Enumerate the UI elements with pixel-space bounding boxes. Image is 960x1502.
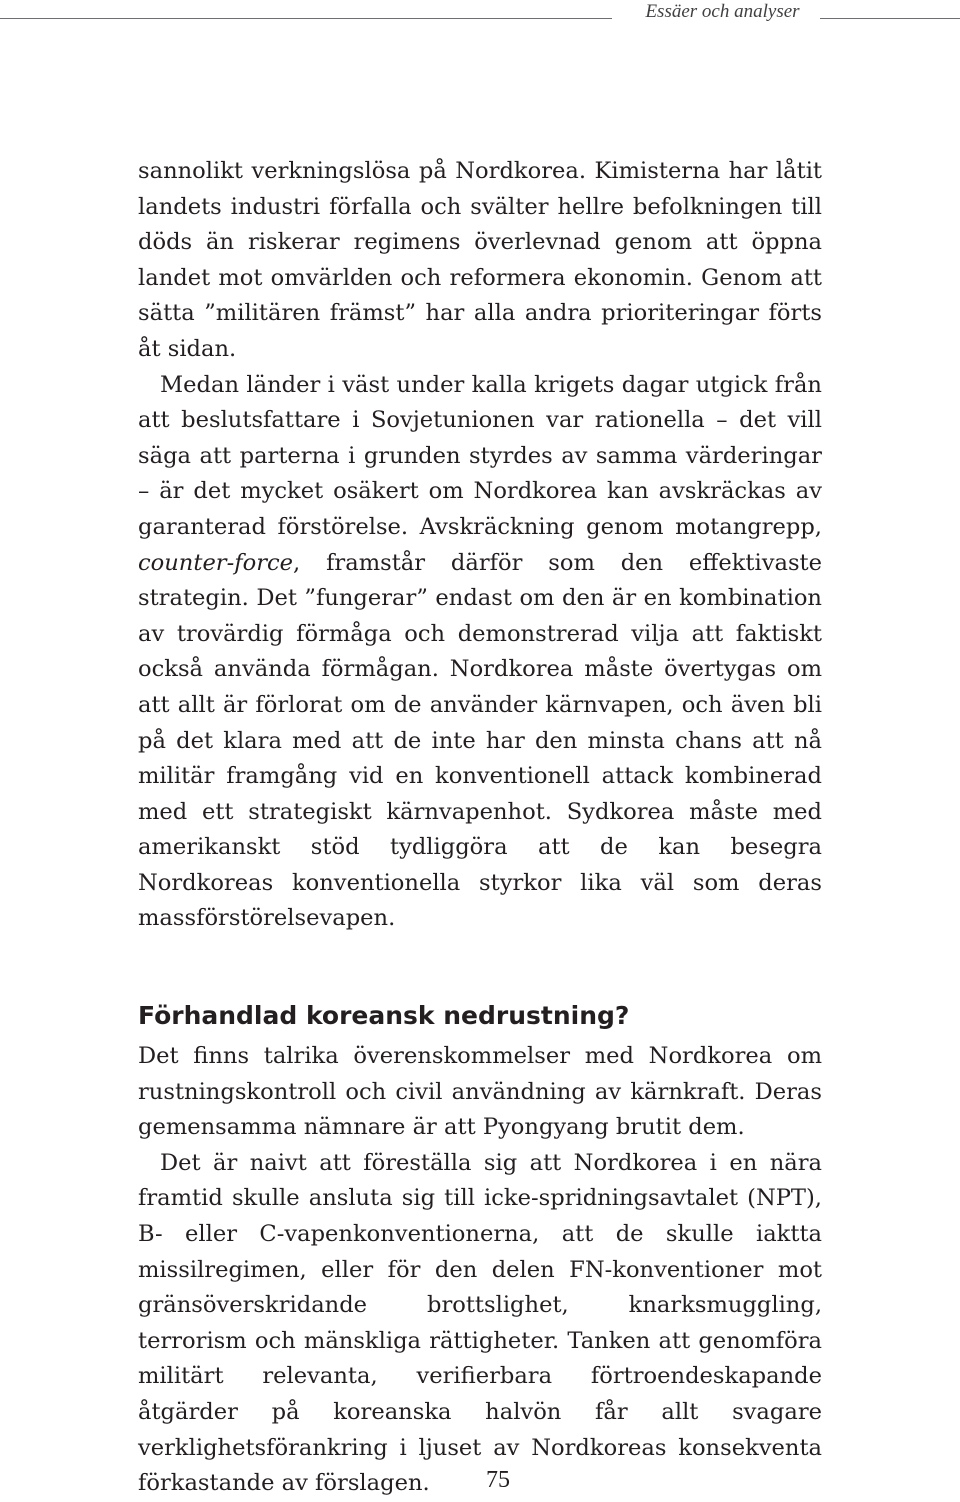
article-body <box>138 154 822 1502</box>
paragraph-2-text-end: , framstår därför som den effektivaste strategin. Det ”fungerar” endast om den är en kombination av trovärdig förmåga och demonstrerad vilja att faktiskt också använda förmågan. Nordkorea måste övertygas om att allt är förlorat om de använder kärnvapen, och även bli på det klara med att de inte har den minsta chans att nå militär framgång vid en konventionell attack kombinerad med ett strategiskt kärnvapenhot. Sydkorea måste med amerikanskt stöd tydliggöra att de kan besegra Nordkoreas konventionella styrkor lika väl som deras massförstörelsevapen. <box>138 549 822 932</box>
paragraph-3: Det finns talrika överenskommelser med Nordkorea om rustningskontroll och civil användning av kärnkraft. Deras gemensamma nämnare är att Pyongyang brutit dem. <box>138 1043 822 1141</box>
paragraph-1: sannolikt verkningslösa på Nordkorea. Kimisterna har låtit landets industri förfalla och svälter hellre befolkningen till döds än riskerar regimens överlevnad genom att öppna landet mot omvärlden och reformera ekonomin. Genom att sätta ”militären främst” har alla andra prioriteringar förts åt sidan. <box>138 158 822 362</box>
paragraph-2 <box>138 368 822 938</box>
paragraph-2-text-start: Medan länder i väst under kalla krigets dagar utgick från att beslutsfattare i Sovjetunionen var rationella – det vill säga att parterna i grunden styrdes av samma värderingar – är det mycket osäkert om Nordkorea kan avskräckas av garanterad förstörelse. Avskräckning genom motangrepp, <box>138 371 822 540</box>
section-heading: Förhandlad koreansk nedrustning? <box>138 1001 630 1031</box>
section-name: Essäer och analyser <box>645 1 800 22</box>
italic-term: counter-force <box>138 549 294 576</box>
page-number: 75 <box>486 1467 510 1493</box>
header-rule-left <box>0 18 612 19</box>
running-header <box>0 0 960 30</box>
section-spacer <box>138 937 822 997</box>
paragraph-4: Det är naivt att föreställa sig att Nordkorea i en nära framtid skulle ansluta sig till icke-spridningsavtalet (NPT), B- eller C-vapenkonventionerna, att de skulle iaktta missilregimen, eller för den delen FN-konventioner mot gränsöverskridande brottslighet, knarksmuggling, terrorism och mänskliga rättigheter. Tanken att genomföra militärt relevanta, verifierbara förtroendeskapande åtgärder på koreanska halvön får allt svagare verklighetsförankring i ljuset av Nordkoreas konsekventa förkastande av förslagen. <box>138 1149 822 1497</box>
header-rule-right <box>820 18 960 19</box>
